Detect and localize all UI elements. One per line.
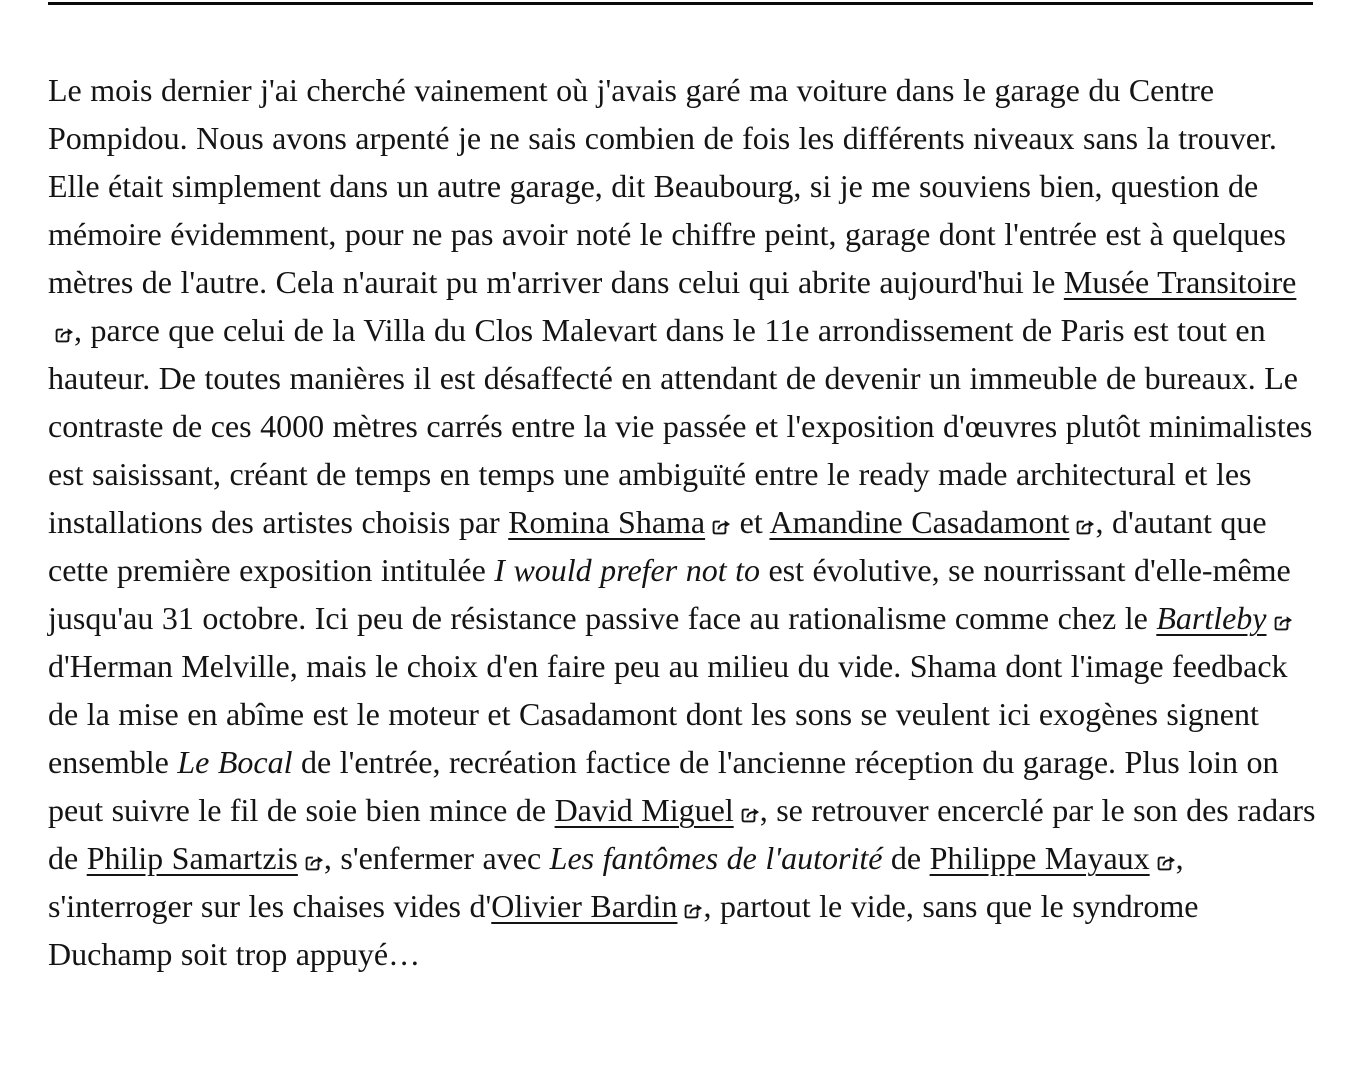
link-label: Romina Shama <box>508 504 706 540</box>
external-link-icon <box>741 804 760 823</box>
link-label: David Miguel <box>554 792 734 828</box>
link-label: Philip Samartzis <box>86 840 298 876</box>
external-link-icon <box>305 852 324 871</box>
link-label: Musée Transitoire <box>1063 264 1297 300</box>
italic-text-run: Les fantômes de l'autorité <box>549 840 883 876</box>
body-text-run: Le mois dernier j'ai cherché vainement où j'avais garé ma voiture dans le garage du Centre Pompidou. Nous avons arpenté je ne sais combien de fois les différents niveaux sans la trouver. Elle était simplement dans un autre garage, dit Beaubourg, si je me souviens bien, question de mémoire évidemment, pour ne pas avoir noté le chiffre peint, garage dont l'entrée est à quelques mètres de l'autre. Cela n'aurait pu m'arriver dans celui qui abrite aujourd'hui le <box>48 72 1286 300</box>
body-text-run: , se retrouver encerclé par le son des radars de <box>48 792 1316 876</box>
italic-text-run: I would prefer not to <box>494 552 760 588</box>
body-text-run: , d'autant que cette première exposition intitulée <box>48 504 1267 588</box>
external-link-icon <box>1274 612 1293 631</box>
romina-shama-link[interactable] <box>508 504 731 540</box>
italic-text-run: Le Bocal <box>177 744 293 780</box>
body-text-run: , parce que celui de la Villa du Clos Malevart dans le 11e arrondissement de Paris est tout en hauteur. De toutes manières il est désaffecté en attendant de devenir un immeuble de bureaux. Le contraste de ces 4000 mètres carrés entre la vie passée et l'exposition d'œuvres plutôt minimalistes est saisissant, créant de temps en temps une ambiguïté entre le ready made architectural et les installations des artistes choisis par <box>48 312 1313 540</box>
amandine-casadamont-link[interactable] <box>769 504 1095 540</box>
external-link-icon <box>712 516 731 535</box>
link-label: Philippe Mayaux <box>929 840 1150 876</box>
body-text-run: , partout le vide, sans que le syndrome Duchamp soit trop appuyé… <box>48 888 1199 972</box>
body-text-run: , s'interroger sur les chaises vides d' <box>48 840 1184 924</box>
link-label: Olivier Bardin <box>491 888 678 924</box>
external-link-icon <box>55 324 74 343</box>
external-link-icon <box>1076 516 1095 535</box>
body-text-run: de <box>882 840 930 876</box>
link-label: Amandine Casadamont <box>769 504 1070 540</box>
david-miguel-link[interactable] <box>555 792 760 828</box>
body-text-run: est évolutive, se nourrissant d'elle-même jusqu'au 31 octobre. Ici peu de résistance passive face au rationalisme comme chez le <box>48 552 1291 636</box>
body-text-run: et <box>731 504 770 540</box>
body-text-run: d'Herman Melville, mais le choix d'en faire peu au milieu du vide. Shama dont l'image feedback de la mise en abîme est le moteur et Casadamont dont les sons se veulent ici exogènes signent ensemble <box>48 648 1288 780</box>
bartleby-link[interactable] <box>1156 600 1292 636</box>
philip-samartzis-link[interactable] <box>87 840 324 876</box>
body-text-run: , s'enfermer avec <box>323 840 550 876</box>
philippe-mayaux-link[interactable] <box>930 840 1176 876</box>
external-link-icon <box>1157 852 1176 871</box>
body-text-run: de l'entrée, recréation factice de l'ancienne réception du garage. Plus loin on peut suivre le fil de soie bien mince de <box>48 744 1279 828</box>
article-paragraph <box>48 66 1316 978</box>
olivier-bardin-link[interactable] <box>491 888 703 924</box>
external-link-icon <box>684 900 703 919</box>
top-rule <box>48 2 1313 5</box>
link-label: Bartleby <box>1156 600 1267 636</box>
